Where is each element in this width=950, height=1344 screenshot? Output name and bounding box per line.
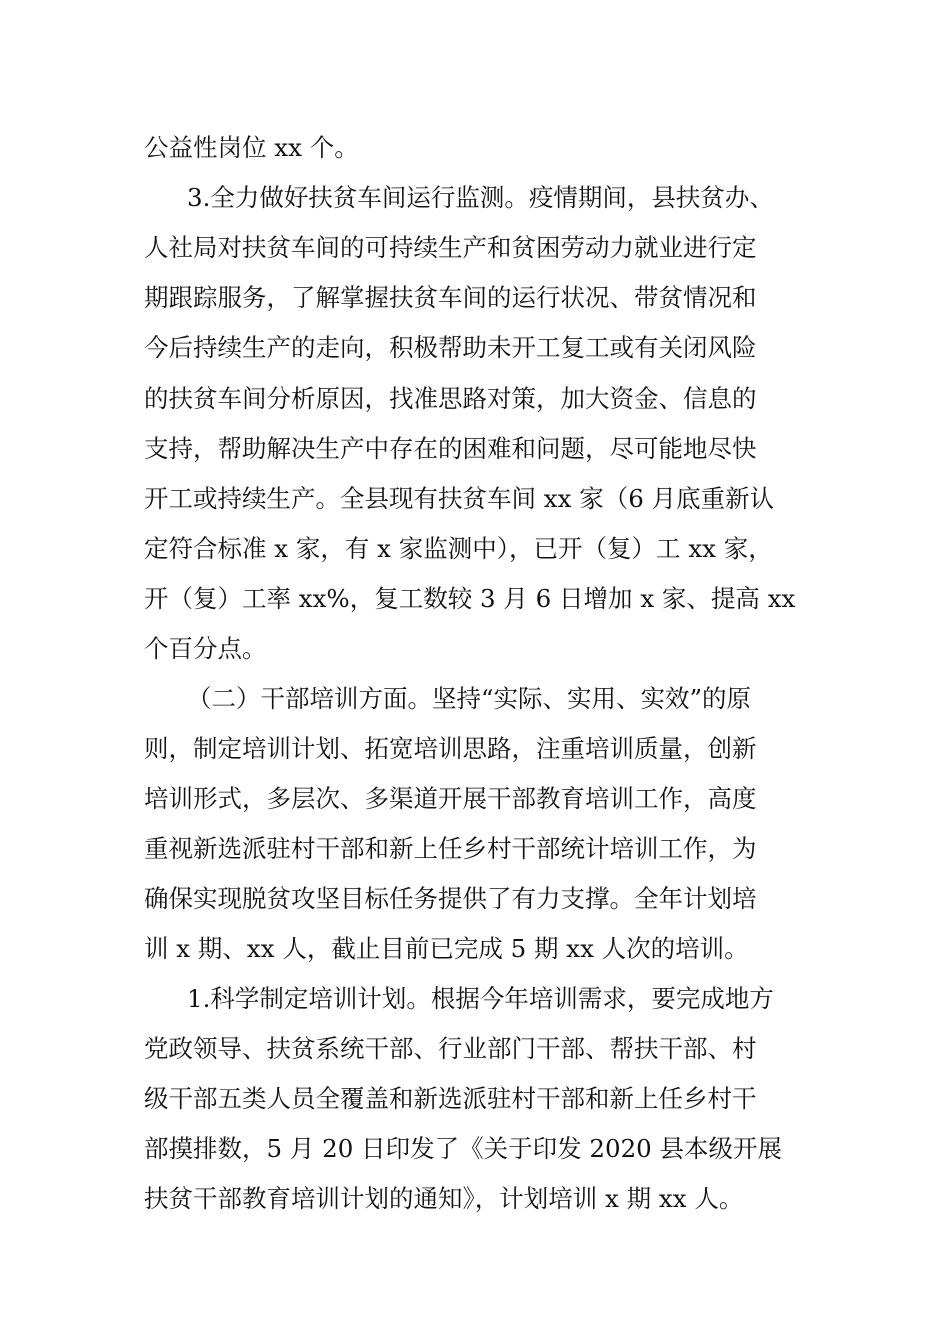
- text-line: 确保实现脱贫攻坚目标任务提供了有力支撑。全年计划培: [144, 884, 757, 913]
- text-line: 今后持续生产的走向，积极帮助未开工复工或有关闭风险: [144, 333, 757, 362]
- text-line: 个百分点。: [144, 634, 267, 663]
- text-line: 重视新选派驻村干部和新上任乡村干部统计培训工作，为: [144, 834, 757, 863]
- text-line: 开（复）工率 xx%，复工数较 3 月 6 日增加 x 家、提高 xx: [144, 584, 796, 613]
- text-line: 支持，帮助解决生产中存在的困难和问题，尽可能地尽快: [144, 434, 757, 463]
- text-line: 1.科学制定培训计划。根据今年培训需求，要完成地方: [187, 984, 774, 1013]
- text-line: 党政领导、扶贫系统干部、行业部门干部、帮扶干部、村: [144, 1034, 757, 1063]
- text-line: 的扶贫车间分析原因，找准思路对策，加大资金、信息的: [144, 384, 757, 413]
- text-line: 定符合标准 x 家，有 x 家监测中），已开（复）工 xx 家，: [144, 534, 773, 563]
- text-line: 培训形式，多层次、多渠道开展干部教育培训工作，高度: [144, 784, 757, 813]
- text-line: 部摸排数，5 月 20 日印发了《关于印发 2020 县本级开展: [144, 1134, 783, 1163]
- text-line: 期跟踪服务，了解掌握扶贫车间的运行状况、带贫情况和: [144, 283, 757, 312]
- text-line: 公益性岗位 xx 个。: [144, 133, 359, 162]
- text-line: 开工或持续生产。全县现有扶贫车间 xx 家（6 月底重新认: [144, 484, 775, 513]
- text-line: （二）干部培训方面。坚持“实际、实用、实效”的原: [187, 684, 752, 713]
- text-line: 级干部五类人员全覆盖和新选派驻村干部和新上任乡村干: [144, 1084, 757, 1113]
- text-line: 扶贫干部教育培训计划的通知》，计划培训 x 期 xx 人。: [144, 1184, 744, 1213]
- text-line: 训 x 期、xx 人，截止目前已完成 5 期 xx 人次的培训。: [144, 934, 749, 963]
- text-line: 则，制定培训计划、拓宽培训思路，注重培训质量，创新: [144, 734, 757, 763]
- text-line: 人社局对扶贫车间的可持续生产和贫困劳动力就业进行定: [144, 233, 757, 262]
- text-line: 3.全力做好扶贫车间运行监测。疫情期间，县扶贫办、: [187, 183, 774, 212]
